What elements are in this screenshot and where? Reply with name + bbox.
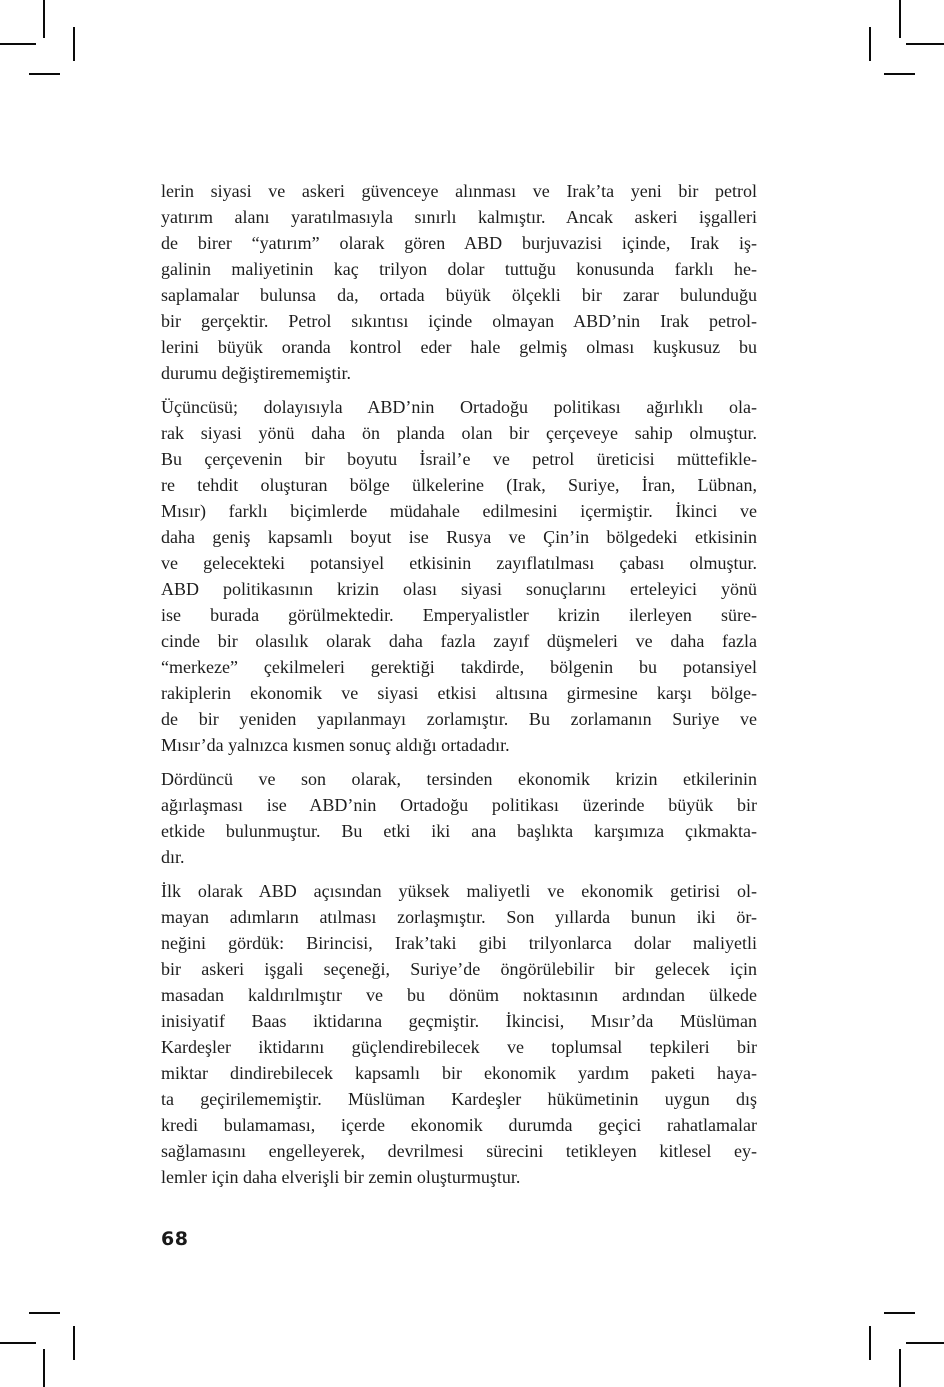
- text-line: ve gelecekteki potansiyel etkisinin zayıflatılması çabası olmuştur.: [161, 553, 757, 573]
- trim-mark-top-left-horizontal: [0, 43, 36, 45]
- trim-mark-bottom-right-horizontal: [906, 1342, 944, 1344]
- text-line: “merkeze” çekilmeleri gerektiği takdirde, bölgenin bu potansiyel: [161, 657, 757, 677]
- register-mark-top-right-vertical: [869, 27, 871, 61]
- text-line: ABD politikasının krizin olası siyasi sonuçlarını erteleyici yönü: [161, 579, 757, 599]
- paragraph: [161, 178, 757, 386]
- text-line: lerini büyük oranda kontrol eder hale gelmiş olması kuşkusuz bu: [161, 337, 757, 357]
- paragraph: [161, 394, 757, 758]
- text-line: Mısır) farklı biçimlerde müdahale edilmesini içermiştir. İkinci ve: [161, 501, 757, 521]
- trim-mark-top-right-horizontal: [906, 43, 944, 45]
- text-line: miktar dindirebilecek kapsamlı bir ekonomik yardım paketi haya-: [161, 1063, 757, 1083]
- text-line: daha geniş kapsamlı boyut ise Rusya ve Çin’in bölgedeki etkisinin: [161, 527, 757, 547]
- text-line: dır.: [161, 847, 185, 867]
- text-line: masadan kaldırılmıştır ve bu dönüm noktasının ardından ülkede: [161, 985, 757, 1005]
- text-line: sağlamasını engelleyerek, devrilmesi sürecini tetikleyen kitlesel ey-: [161, 1141, 757, 1161]
- trim-mark-top-left-vertical: [43, 0, 45, 38]
- paragraph: [161, 766, 757, 870]
- text-line: Mısır’da yalnızca kısmen sonuç aldığı ortadadır.: [161, 735, 510, 755]
- text-line: İlk olarak ABD açısından yüksek maliyetli ve ekonomik getirisi ol-: [161, 881, 757, 901]
- text-line: galinin maliyetinin kaç trilyon dolar tuttuğu konusunda farklı he-: [161, 259, 757, 279]
- trim-mark-bottom-right-vertical: [899, 1349, 901, 1387]
- paragraph: [161, 878, 757, 1190]
- text-line: ağırlaşması ise ABD’nin Ortadoğu politikası üzerinde büyük bir: [161, 795, 757, 815]
- text-line: bir askeri işgali seçeneği, Suriye’de öngörülebilir bir gelecek için: [161, 959, 757, 979]
- text-line: etkide bulunmuştur. Bu etki iki ana başlıkta karşımıza çıkmakta-: [161, 821, 757, 841]
- register-mark-bottom-right-vertical: [869, 1326, 871, 1360]
- text-line: inisiyatif Baas iktidarına geçmiştir. İkincisi, Mısır’da Müslüman: [161, 1011, 757, 1031]
- text-line: rakiplerin ekonomik ve siyasi etkisi altısına girmesine karşı bölge-: [161, 683, 757, 703]
- text-line: ta geçirilememiştir. Müslüman Kardeşler hükümetinin uygun dış: [161, 1089, 757, 1109]
- text-line: lemler için daha elverişli bir zemin oluşturmuştur.: [161, 1167, 521, 1187]
- body-text-block: [161, 178, 757, 1198]
- trim-mark-bottom-left-vertical: [43, 1349, 45, 1387]
- text-line: yatırım alanı yaratılmasıyla sınırlı kalmıştır. Ancak askeri işgalleri: [161, 207, 757, 227]
- register-mark-bottom-left-vertical: [73, 1326, 75, 1360]
- text-line: de birer “yatırım” olarak gören ABD burjuvazisi içinde, Irak iş-: [161, 233, 757, 253]
- text-line: re tehdit oluşturan bölge ülkelerine (Irak, Suriye, İran, Lübnan,: [161, 475, 757, 495]
- page-number: 68: [161, 1228, 189, 1250]
- trim-mark-top-right-vertical: [899, 0, 901, 38]
- text-line: mayan adımların atılması zorlaşmıştır. Son yıllarda bunun iki ör-: [161, 907, 757, 927]
- text-line: saplamalar bulunsa da, ortada büyük ölçekli bir zarar bulunduğu: [161, 285, 757, 305]
- text-line: Kardeşler iktidarını güçlendirebilecek ve toplumsal tepkileri bir: [161, 1037, 757, 1057]
- text-line: durumu değiştirememiştir.: [161, 363, 351, 383]
- text-line: ise burada görülmektedir. Emperyalistler krizin ilerleyen süre-: [161, 605, 757, 625]
- register-mark-bottom-left-horizontal: [29, 1312, 60, 1314]
- register-mark-bottom-right-horizontal: [884, 1312, 915, 1314]
- text-line: Bu çerçevenin bir boyutu İsrail’e ve petrol üreticisi müttefikle-: [161, 449, 757, 469]
- text-line: bir gerçektir. Petrol sıkıntısı içinde olmayan ABD’nin Irak petrol-: [161, 311, 757, 331]
- text-line: Dördüncü ve son olarak, tersinden ekonomik krizin etkilerinin: [161, 769, 757, 789]
- text-line: de bir yeniden yapılanmayı zorlamıştır. Bu zorlamanın Suriye ve: [161, 709, 757, 729]
- trim-mark-bottom-left-horizontal: [0, 1342, 36, 1344]
- text-line: neğini gördük: Birincisi, Irak’taki gibi trilyonlarca dolar maliyetli: [161, 933, 757, 953]
- register-mark-top-right-horizontal: [884, 73, 915, 75]
- text-line: kredi bulamaması, içerde ekonomik durumda geçici rahatlamalar: [161, 1115, 757, 1135]
- text-line: cinde bir olasılık olarak daha fazla zayıf düşmeleri ve daha fazla: [161, 631, 757, 651]
- text-line: Üçüncüsü; dolayısıyla ABD’nin Ortadoğu politikası ağırlıklı ola-: [161, 397, 757, 417]
- text-line: rak siyasi yönü daha ön planda olan bir çerçeveye sahip olmuştur.: [161, 423, 757, 443]
- register-mark-top-left-vertical: [73, 27, 75, 61]
- text-line: lerin siyasi ve askeri güvenceye alınması ve Irak’ta yeni bir petrol: [161, 181, 757, 201]
- register-mark-top-left-horizontal: [29, 73, 60, 75]
